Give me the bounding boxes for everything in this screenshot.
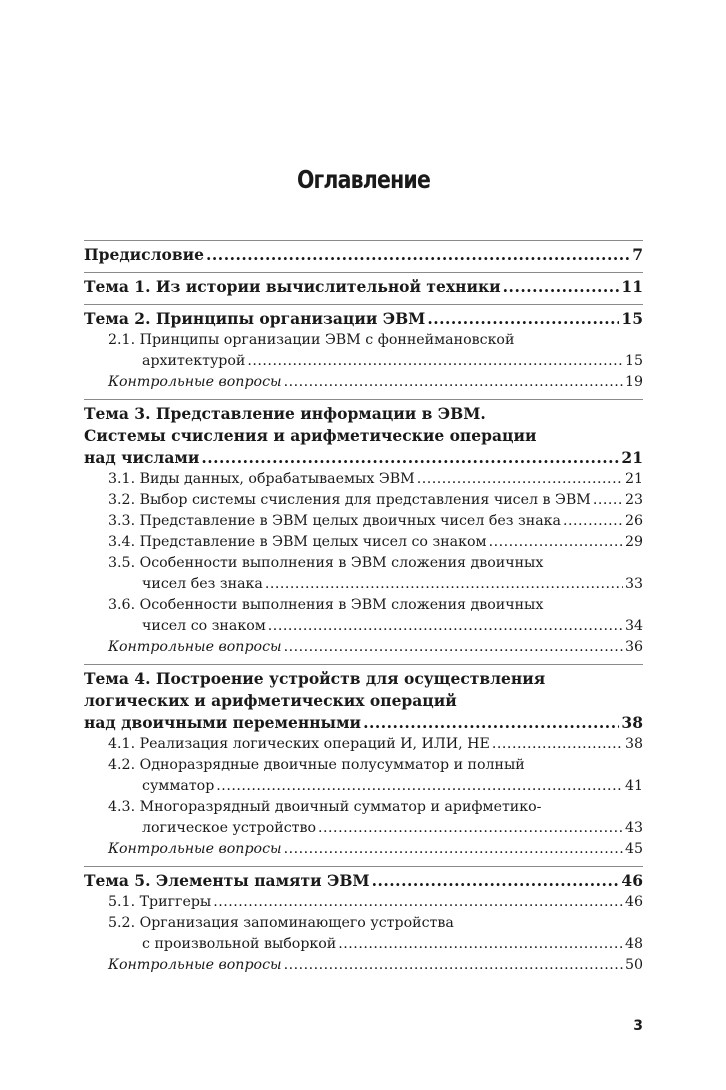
toc-entry-label: 3.2. Выбор системы счисления для представления чисел в ЭВМ	[108, 492, 591, 508]
toc-page-number: 46	[621, 871, 643, 890]
toc-entry-label-cont: логическое устройство	[142, 820, 317, 836]
toc-subentry-4-1[interactable]	[84, 734, 643, 755]
leader-dots	[417, 469, 623, 490]
toc-section-topic-5	[84, 866, 643, 976]
toc-page-number: 50	[624, 957, 643, 973]
toc-page-number: 36	[624, 639, 643, 655]
toc-subentry-3-4[interactable]	[84, 532, 643, 553]
toc-entry-label: 3.5. Особенности выполнения в ЭВМ сложения двоичных	[108, 555, 544, 571]
toc-subentry-5-questions[interactable]	[84, 955, 643, 976]
toc-entry-preface[interactable]	[84, 241, 643, 266]
toc-page-number: 45	[624, 841, 643, 857]
page-number: 3	[633, 1018, 643, 1034]
toc-subentry-3-1[interactable]	[84, 469, 643, 490]
toc-entry-label: 5.2. Организация запоминающего устройства	[108, 915, 454, 931]
toc-page-number: 38	[621, 713, 643, 732]
toc-section-topic-1	[84, 272, 643, 298]
toc-entry-topic-3[interactable]	[84, 400, 643, 469]
leader-dots	[247, 351, 623, 372]
leader-dots	[593, 490, 623, 511]
leader-dots	[338, 934, 623, 955]
toc-subentry-2-questions[interactable]	[84, 372, 643, 393]
toc-subentry-3-6[interactable]	[84, 595, 643, 637]
leader-dots	[503, 276, 620, 298]
toc-entry-label: 3.3. Представление в ЭВМ целых двоичных чисел без знака	[108, 513, 562, 529]
toc-entry-label: 3.4. Представление в ЭВМ целых чисел со знаком	[108, 534, 487, 550]
toc-entry-label-cont: чисел со знаком	[142, 618, 266, 634]
leader-dots	[318, 818, 623, 839]
toc-entry-label: Контрольные вопросы	[108, 374, 282, 390]
toc-entry-label: 5.1. Триггеры	[108, 894, 212, 910]
toc-entry-label: Тема 1. Из истории вычислительной техники	[84, 277, 501, 296]
leader-dots	[284, 955, 623, 976]
toc-subentry-4-3[interactable]	[84, 797, 643, 839]
leader-dots	[284, 372, 623, 393]
toc-entry-label-cont: над двоичными переменными	[84, 713, 362, 732]
toc-entry-label: 2.1. Принципы организации ЭВМ с фоннеймановской	[108, 332, 515, 348]
toc-entry-label-cont: над числами	[84, 448, 200, 467]
leader-dots	[206, 244, 630, 266]
toc-entry-label: Контрольные вопросы	[108, 841, 282, 857]
leader-dots	[427, 308, 619, 330]
leader-dots	[363, 712, 619, 734]
toc-entry-label: 3.6. Особенности выполнения в ЭВМ сложения двоичных	[108, 597, 544, 613]
table-of-contents	[84, 240, 643, 976]
toc-subentry-3-questions[interactable]	[84, 637, 643, 658]
toc-subentry-5-2[interactable]	[84, 913, 643, 955]
toc-page-number: 33	[624, 576, 643, 592]
leader-dots	[265, 574, 623, 595]
toc-page-number: 48	[624, 936, 643, 952]
toc-subentry-3-3[interactable]	[84, 511, 643, 532]
leader-dots	[201, 447, 619, 469]
leader-dots	[284, 839, 623, 860]
leader-dots	[489, 532, 623, 553]
toc-entry-topic-4[interactable]	[84, 665, 643, 734]
leader-dots	[268, 616, 623, 637]
toc-entry-label-cont: архитектурой	[142, 353, 246, 369]
toc-entry-label: Предисловие	[84, 245, 204, 264]
toc-page-number: 19	[624, 374, 643, 390]
toc-entry-topic-1[interactable]	[84, 273, 643, 298]
toc-page-number: 29	[624, 534, 643, 550]
toc-subentry-3-5[interactable]	[84, 553, 643, 595]
toc-page-number: 15	[621, 309, 643, 328]
toc-subentry-4-questions[interactable]	[84, 839, 643, 860]
toc-entry-label: Тема 3. Представление информации в ЭВМ.	[84, 404, 486, 423]
toc-entry-label: Контрольные вопросы	[108, 957, 282, 973]
leader-dots	[216, 776, 623, 797]
toc-section-topic-4	[84, 664, 643, 860]
toc-page-number: 41	[624, 778, 643, 794]
toc-page-number: 21	[621, 448, 643, 467]
toc-entry-topic-5[interactable]	[84, 867, 643, 892]
toc-page-number: 11	[621, 277, 643, 296]
document-page	[84, 0, 643, 1090]
toc-page-number: 21	[624, 471, 643, 487]
toc-entry-label: 4.3. Многоразрядный двоичный сумматор и арифметико-	[108, 799, 542, 815]
toc-entry-label: Тема 2. Принципы организации ЭВМ	[84, 309, 426, 328]
toc-subentry-3-2[interactable]	[84, 490, 643, 511]
toc-page-number: 43	[624, 820, 643, 836]
toc-entry-label-cont: сумматор	[142, 778, 215, 794]
toc-entry-label-cont: логических и арифметических операций	[84, 691, 457, 710]
toc-page-number: 23	[624, 492, 643, 508]
toc-entry-label-cont: с произвольной выборкой	[142, 936, 337, 952]
toc-entry-label: Контрольные вопросы	[108, 639, 282, 655]
toc-page-number: 26	[624, 513, 643, 529]
leader-dots	[372, 870, 620, 892]
toc-section-topic-2	[84, 304, 643, 393]
toc-section-topic-3	[84, 399, 643, 658]
leader-dots	[492, 734, 623, 755]
toc-page-number: 7	[632, 245, 643, 264]
toc-entry-label: Тема 5. Элементы памяти ЭВМ	[84, 871, 370, 890]
toc-entry-label: 3.1. Виды данных, обрабатываемых ЭВМ	[108, 471, 415, 487]
toc-page-number: 34	[624, 618, 643, 634]
leader-dots	[563, 511, 623, 532]
toc-page-number: 46	[624, 894, 643, 910]
toc-entry-label-cont: чисел без знака	[142, 576, 263, 592]
toc-entry-label-cont: Системы счисления и арифметические операции	[84, 426, 537, 445]
leader-dots	[284, 637, 623, 658]
toc-subentry-4-2[interactable]	[84, 755, 643, 797]
leader-dots	[213, 892, 623, 913]
toc-page-number: 15	[624, 353, 643, 369]
toc-section-preface	[84, 240, 643, 266]
toc-entry-label: 4.2. Одноразрядные двоичные полусумматор и полный	[108, 757, 525, 773]
toc-entry-label: 4.1. Реализация логических операций И, ИЛИ, НЕ	[108, 736, 490, 752]
toc-subentry-5-1[interactable]	[84, 892, 643, 913]
toc-page-number: 38	[624, 736, 643, 752]
page-title: Оглавление	[296, 165, 431, 194]
toc-subentry-2-1[interactable]	[84, 330, 643, 372]
toc-entry-topic-2[interactable]	[84, 305, 643, 330]
toc-entry-label: Тема 4. Построение устройств для осуществления	[84, 669, 546, 688]
